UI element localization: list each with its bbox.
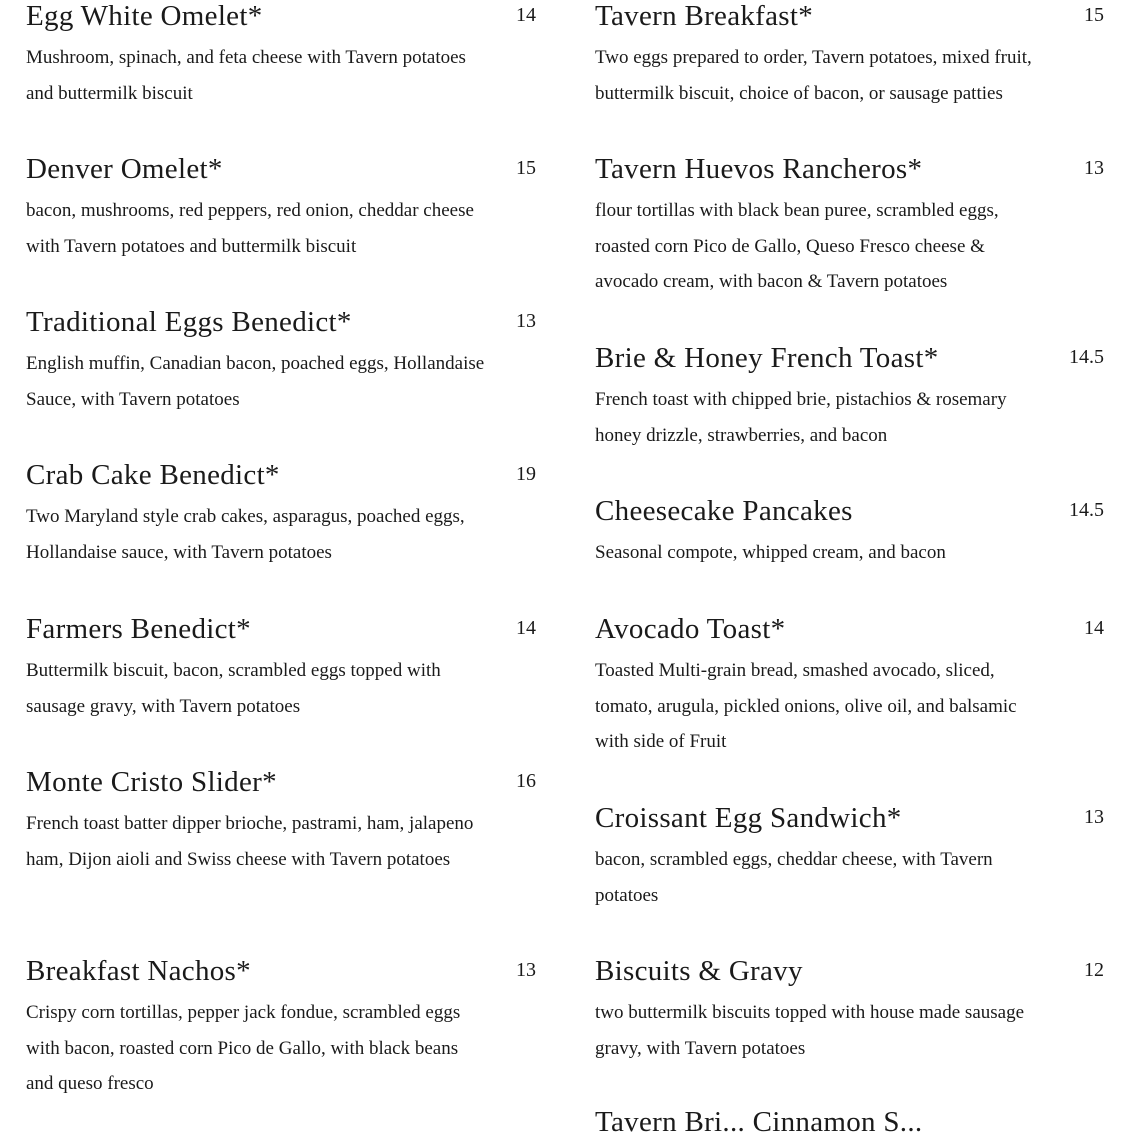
item-price: 15 — [516, 157, 536, 179]
item-description: flour tortillas with black bean puree, scrambled eggs, roasted corn Pico de Gallo, Queso Fresco cheese & avocado cream, with bacon & Tavern potatoes — [595, 200, 999, 292]
item-name: Tavern Breakfast* — [595, 0, 814, 32]
item-name: Monte Cristo Slider* — [26, 766, 277, 798]
item-name: Farmers Benedict* — [26, 613, 251, 645]
item-price: 14 — [1084, 617, 1104, 639]
item-name: Breakfast Nachos* — [26, 955, 251, 987]
item-description: Crispy corn tortillas, pepper jack fondue, scrambled eggs with bacon, roasted corn Pico de Gallo, with black beans and queso fresco — [26, 1002, 461, 1094]
item-name: Biscuits & Gravy — [595, 955, 803, 987]
item-description: bacon, mushrooms, red peppers, red onion, cheddar cheese with Tavern potatoes and buttermilk biscuit — [26, 200, 474, 257]
item-description: French toast with chipped brie, pistachios & rosemary honey drizzle, strawberries, and bacon — [595, 389, 1007, 446]
item-name: Cheesecake Pancakes — [595, 495, 853, 527]
item-description: Buttermilk biscuit, bacon, scrambled eggs topped with sausage gravy, with Tavern potatoes — [26, 660, 441, 717]
item-description: Mushroom, spinach, and feta cheese with Tavern potatoes and buttermilk biscuit — [26, 47, 466, 104]
item-description: Two eggs prepared to order, Tavern potatoes, mixed fruit, buttermilk biscuit, choice of bacon, or sausage patties — [595, 47, 1032, 104]
item-name: Tavern Huevos Rancheros* — [595, 153, 923, 185]
item-name: Avocado Toast* — [595, 613, 786, 645]
item-price: 12 — [1084, 959, 1104, 981]
item-description: two buttermilk biscuits topped with house made sausage gravy, with Tavern potatoes — [595, 1002, 1025, 1059]
item-name: Egg White Omelet* — [26, 0, 263, 32]
item-description: English muffin, Canadian bacon, poached eggs, Hollandaise Sauce, with Tavern potatoes — [26, 353, 485, 410]
item-name: Crab Cake Benedict* — [26, 459, 280, 491]
item-description: Two Maryland style crab cakes, asparagus, poached eggs, Hollandaise sauce, with Tavern potatoes — [26, 506, 465, 563]
item-price: 14 — [516, 617, 536, 639]
item-price: 19 — [516, 463, 536, 485]
item-price: 15 — [1084, 4, 1104, 26]
item-name: Tavern Bri... Cinnamon S... — [595, 1106, 923, 1138]
item-name: Brie & Honey French Toast* — [595, 342, 939, 374]
item-name: Denver Omelet* — [26, 153, 223, 185]
item-description: bacon, scrambled eggs, cheddar cheese, with Tavern potatoes — [595, 849, 993, 906]
item-price: 14.5 — [1069, 346, 1104, 368]
item-price: 13 — [1084, 157, 1104, 179]
item-price: 13 — [1084, 806, 1104, 828]
item-price: 14 — [516, 4, 536, 26]
item-description: Toasted Multi-grain bread, smashed avocado, sliced, tomato, arugula, pickled onions, olive oil, and balsamic with side of Fruit — [595, 660, 1017, 752]
item-price: 16 — [516, 770, 536, 792]
item-description: Seasonal compote, whipped cream, and bacon — [595, 542, 946, 563]
menu-item-cut-off — [595, 1106, 1105, 1138]
item-name: Croissant Egg Sandwich* — [595, 802, 902, 834]
item-price: 14.5 — [1069, 499, 1104, 521]
item-description: French toast batter dipper brioche, pastrami, ham, jalapeno ham, Dijon aioli and Swiss cheese with Tavern potatoes — [26, 813, 474, 870]
item-name: Traditional Eggs Benedict* — [26, 306, 352, 338]
item-price: 13 — [516, 959, 536, 981]
item-price: 13 — [516, 310, 536, 332]
